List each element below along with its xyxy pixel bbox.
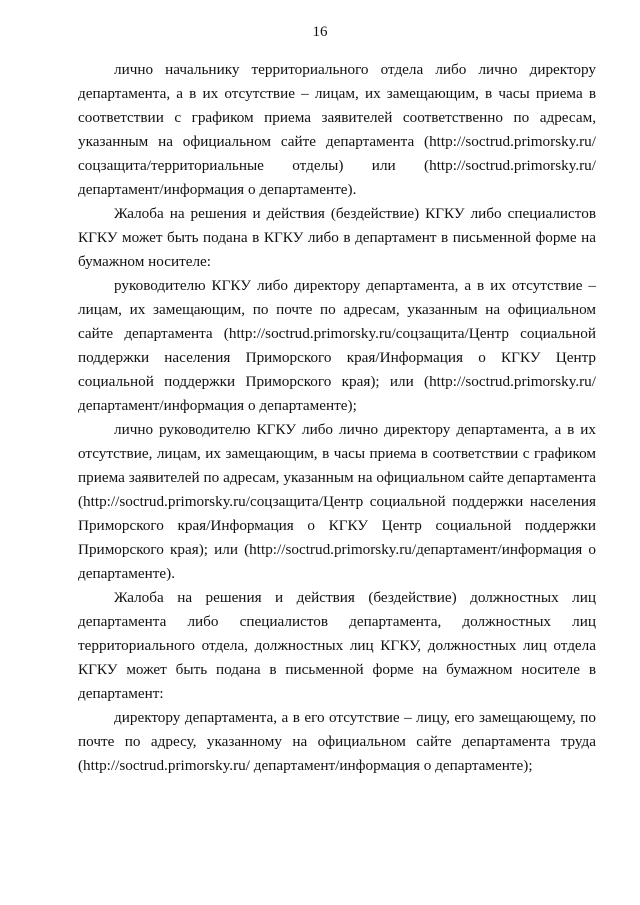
page-number: 16 xyxy=(312,24,328,40)
paragraph-1: лично начальнику территориального отдела либо лично директору департамента, а в их отсутствие – лицам, их замещающим, в часы приема в соответствии с графиком приема заявителей соответственно по адресам, указанным на официальном сайте департамента (http://soctrud.primorsky.ru/соцзащита/территориальные отделы) или (http://soctrud.primorsky.ru/департамент/информация о департаменте). xyxy=(78,61,596,198)
paragraph-6: директору департамента, а в его отсутствие – лицу, его замещающему, по почте по адресу, указанному на официальном сайте департамента труда (http://soctrud.primorsky.ru/ департамент/информация о департаменте); xyxy=(78,709,596,774)
document-body xyxy=(78,58,596,778)
paragraph-5: Жалоба на решения и действия (бездействие) должностных лиц департамента либо специалистов департамента, должностных лиц территориального отдела, должностных лиц КГКУ, должностных лиц отдела КГКУ может быть подана в письменной форме на бумажном носителе в департамент: xyxy=(78,589,596,702)
paragraph-2: Жалоба на решения и действия (бездействие) КГКУ либо специалистов КГКУ может быть подана в КГКУ либо в департамент в письменной форме на бумажном носителе: xyxy=(78,205,596,270)
paragraph-3: руководителю КГКУ либо директору департамента, а в их отсутствие – лицам, их замещающим, по почте по адресам, указанным на официальном сайте департамента (http://soctrud.primorsky.ru/соцзащита/Центр социальной поддержки населения Приморского края/Информация о КГКУ Центр социальной поддержки Приморского края); или (http://soctrud.primorsky.ru/департамент/информация о департаменте); xyxy=(78,277,596,414)
paragraph-4: лично руководителю КГКУ либо лично директору департамента, а в их отсутствие, лицам, их замещающим, в часы приема в соответствии с графиком приема заявителей по адресам, указанным на официальном сайте департамента (http://soctrud.primorsky.ru/соцзащита/Центр социальной поддержки населения Приморского края/Информация о КГКУ Центр социальной поддержки Приморского края); или (http://soctrud.primorsky.ru/департамент/информация о департаменте). xyxy=(78,421,596,582)
